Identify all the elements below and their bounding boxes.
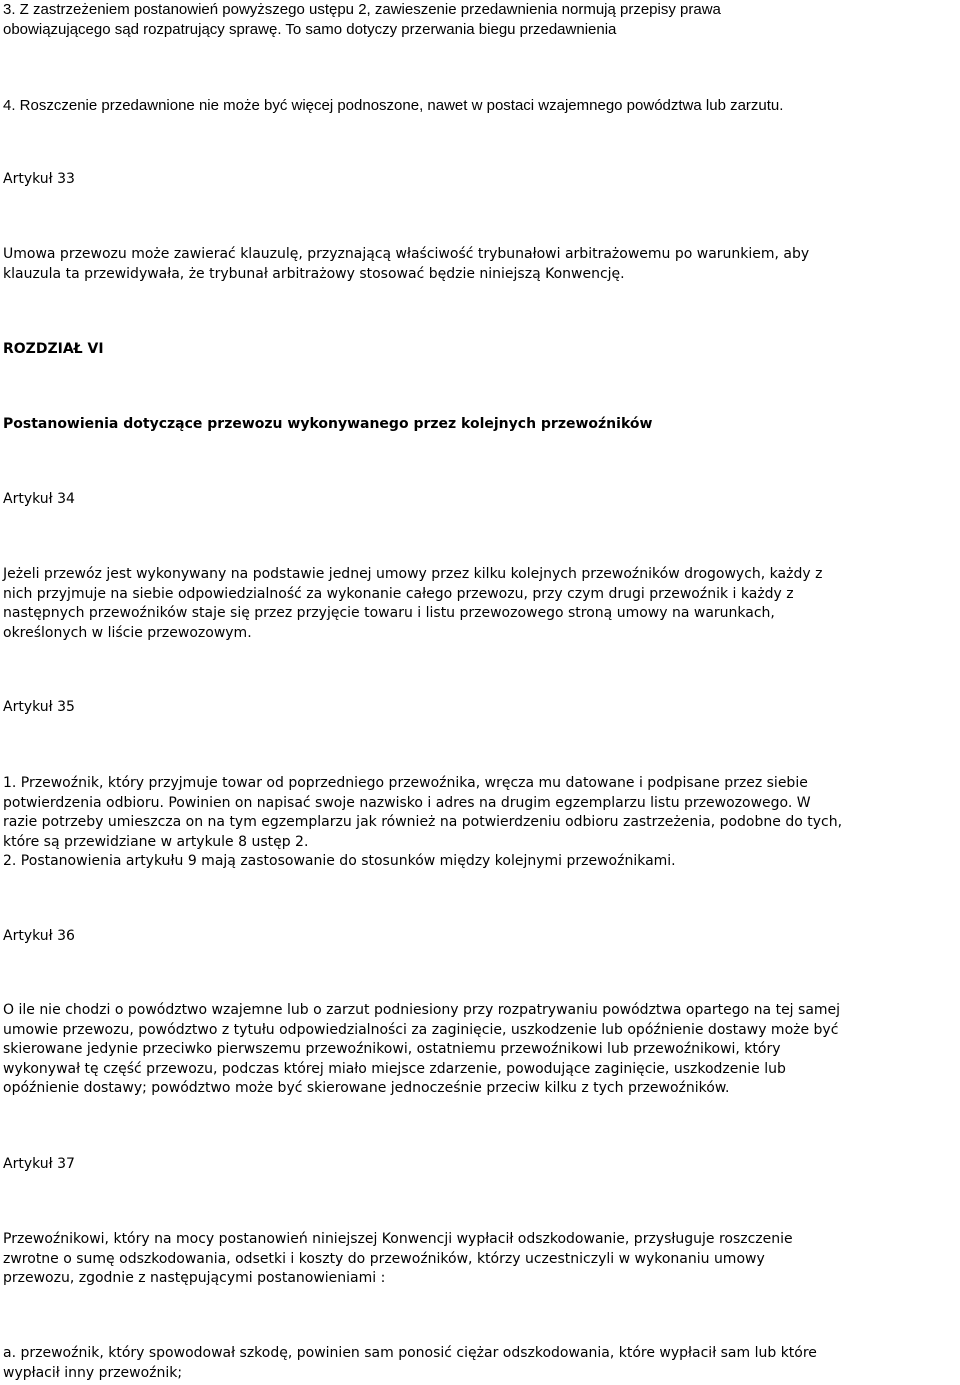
text-line: klauzula ta przewidywała, że trybunał arbitrażowy stosować będzie niniejszą Konwencję.	[3, 265, 625, 282]
article-37-item-a	[3, 1344, 958, 1383]
text-line: nich przyjmuje na siebie odpowiedzialność za wykonanie całego przewozu, przy czym drugi przewoźnik i każdy z	[3, 585, 794, 602]
text-line: umowie przewozu, powództwo z tytułu odpowiedzialności za zaginięcie, uszkodzenie lub opóźnienie dostawy może być	[3, 1021, 839, 1038]
article-34-heading	[3, 490, 958, 510]
text-line: opóźnienie dostawy; powództwo może być skierowane jednocześnie przeciw kilku z tych przewoźników.	[3, 1080, 730, 1096]
paragraph-4-prescribed-claim	[3, 96, 958, 116]
text-line: przewozu, zgodnie z następującymi postanowieniami :	[3, 1270, 386, 1286]
text-line: O ile nie chodzi o powództwo wzajemne lub o zarzut podniesiony przy rozpatrywaniu powództwa opartego na tej samej	[3, 1002, 841, 1018]
article-35-heading	[3, 698, 958, 718]
text-line: 2. Postanowienia artykułu 9 mają zastosowanie do stosunków między kolejnymi przewoźnikami.	[3, 853, 676, 869]
article-heading-text: Artykuł 35	[3, 699, 75, 715]
text-line: razie potrzeby umieszcza on na tym egzemplarzu jak również na potwierdzeniu odbioru zastrzeżenia, podobne do tych,	[3, 814, 843, 830]
article-37-body	[3, 1230, 958, 1289]
article-heading-text: Artykuł 33	[3, 171, 75, 187]
article-34-body	[3, 565, 958, 643]
article-33-body	[3, 245, 958, 284]
text-line: obowiązującego sąd rozpatrujący sprawę. To samo dotyczy przerwania biegu przedawnienia	[3, 21, 617, 38]
text-line: które są przewidziane w artykule 8 ustęp 2.	[3, 833, 309, 850]
article-heading-text: Artykuł 36	[3, 928, 75, 944]
article-36-heading	[3, 927, 958, 947]
article-36-body	[3, 1001, 958, 1099]
text-line: 1. Przewoźnik, który przyjmuje towar od poprzedniego przewoźnika, wręcza mu datowane i podpisane przez siebie	[3, 775, 808, 791]
text-line: określonych w liście przewozowym.	[3, 624, 252, 641]
article-37-heading	[3, 1155, 958, 1175]
text-line: a. przewoźnik, który spowodował szkodę, powinien sam ponosić ciężar odszkodowania, które wypłacił sam lub które	[3, 1345, 817, 1361]
text-line: wypłacił inny przewoźnik;	[3, 1364, 183, 1381]
text-line: 3. Z zastrzeżeniem postanowień powyższego ustępu 2, zawieszenie przedawnienia normują przepisy prawa	[3, 1, 721, 18]
text-line: Umowa przewozu może zawierać klauzulę, przyznającą właściwość trybunałowi arbitrażowemu po warunkiem, aby	[3, 246, 810, 262]
article-heading-text: Artykuł 34	[3, 491, 75, 507]
text-line: potwierdzenia odbioru. Powinien on napisać swoje nazwisko i adres na drugim egzemplarzu listu przewozowego. W	[3, 794, 811, 811]
text-line: zwrotne o sumę odszkodowania, odsetki i koszty do przewoźników, którzy uczestniczyli w wykonaniu umowy	[3, 1250, 765, 1267]
article-33-heading	[3, 170, 958, 190]
text-line: Przewoźnikowi, który na mocy postanowień niniejszej Konwencji wypłacił odszkodowanie, przysługuje roszczenie	[3, 1231, 793, 1247]
article-heading-text: Artykuł 37	[3, 1156, 75, 1172]
article-35-body	[3, 774, 958, 872]
chapter-title	[3, 415, 958, 435]
chapter-number-text: ROZDZIAŁ VI	[3, 341, 104, 357]
chapter-title-text: Postanowienia dotyczące przewozu wykonywanego przez kolejnych przewoźników	[3, 416, 653, 432]
paragraph-3-statute-suspension	[3, 0, 958, 40]
text-line: 4. Roszczenie przedawnione nie może być więcej podnoszone, nawet w postaci wzajemnego powództwa lub zarzutu.	[3, 97, 784, 114]
chapter-number	[3, 340, 958, 360]
text-line: wykonywał tę część przewozu, podczas której miało miejsce zdarzenie, powodujące zaginięcie, uszkodzenie lub	[3, 1060, 786, 1077]
text-line: następnych przewoźników staje się przez przyjęcie towaru i listu przewozowego stroną umowy na warunkach,	[3, 605, 775, 621]
text-line: Jeżeli przewóz jest wykonywany na podstawie jednej umowy przez kilku kolejnych przewoźników drogowych, każdy z	[3, 566, 823, 582]
text-line: skierowane jedynie przeciwko pierwszemu przewoźnikowi, ostatniemu przewoźnikowi lub przewoźnikowi, który	[3, 1041, 781, 1057]
